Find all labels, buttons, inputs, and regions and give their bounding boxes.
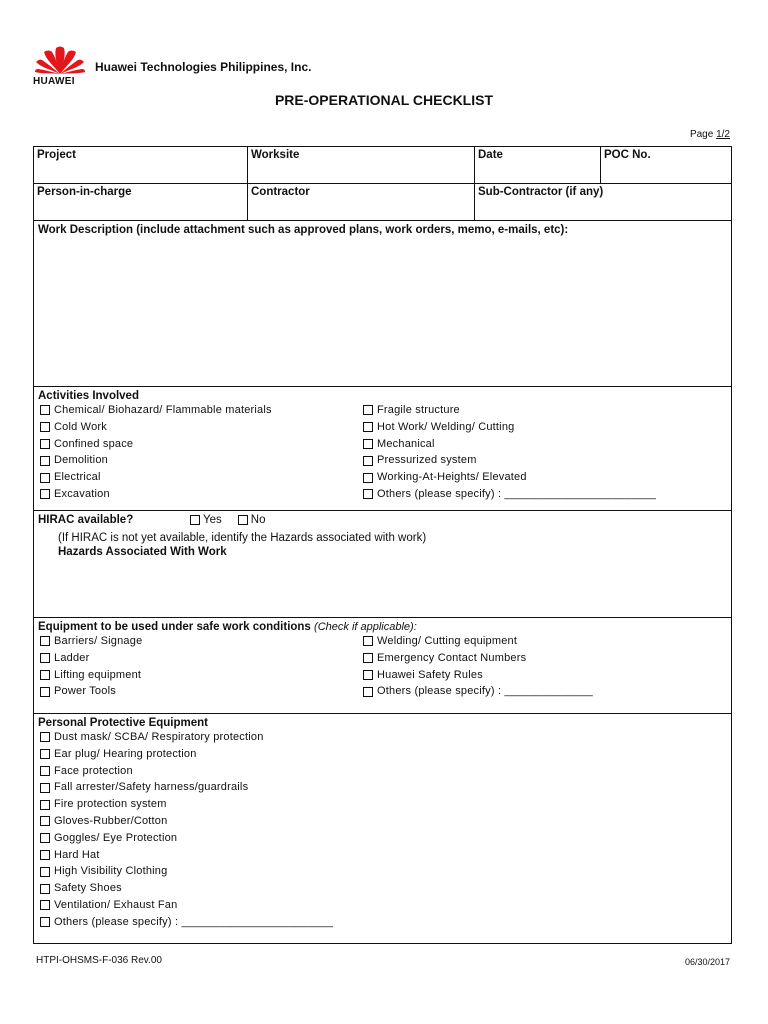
checkbox[interactable] bbox=[363, 473, 373, 483]
checkbox[interactable] bbox=[363, 687, 373, 697]
checkbox[interactable] bbox=[190, 515, 200, 525]
hirac-label: HIRAC available? bbox=[38, 514, 134, 526]
checklist-item[interactable]: Welding/ Cutting equipment bbox=[361, 633, 593, 650]
checkbox[interactable] bbox=[40, 456, 50, 466]
equipment-note: (Check if applicable): bbox=[314, 621, 417, 633]
checklist-item[interactable]: Others (please specify) : ________________________ bbox=[361, 486, 656, 503]
checklist-form bbox=[33, 146, 732, 944]
checklist-item[interactable]: Fragile structure bbox=[361, 402, 656, 419]
checklist-item[interactable]: Face protection bbox=[38, 763, 727, 780]
person-in-charge-field[interactable] bbox=[34, 184, 248, 220]
checkbox[interactable] bbox=[40, 766, 50, 776]
form-code: HTPI-OHSMS-F-036 Rev.00 bbox=[36, 955, 162, 966]
checkbox[interactable] bbox=[363, 405, 373, 415]
checkbox[interactable] bbox=[40, 884, 50, 894]
checkbox[interactable] bbox=[40, 800, 50, 810]
checkbox[interactable] bbox=[40, 749, 50, 759]
checklist-item[interactable]: Mechanical bbox=[361, 436, 656, 453]
project-label: Project bbox=[37, 149, 76, 161]
activities-section bbox=[34, 387, 731, 511]
checkbox[interactable] bbox=[40, 917, 50, 927]
checklist-item[interactable]: Pressurized system bbox=[361, 452, 656, 469]
checkbox[interactable] bbox=[40, 833, 50, 843]
checklist-item[interactable]: Gloves-Rubber/Cotton bbox=[38, 813, 727, 830]
form-date: 06/30/2017 bbox=[684, 957, 730, 967]
checklist-item[interactable]: Goggles/ Eye Protection bbox=[38, 830, 727, 847]
worksite-label: Worksite bbox=[251, 149, 300, 161]
checkbox[interactable] bbox=[40, 867, 50, 877]
checklist-item[interactable]: Electrical bbox=[38, 469, 361, 486]
equipment-section bbox=[34, 618, 731, 714]
checkbox[interactable] bbox=[40, 405, 50, 415]
checkbox[interactable] bbox=[363, 456, 373, 466]
person-label: Person-in-charge bbox=[37, 186, 132, 198]
checkbox[interactable] bbox=[363, 489, 373, 499]
checkbox[interactable] bbox=[40, 439, 50, 449]
checkbox[interactable] bbox=[363, 653, 373, 663]
hirac-section bbox=[34, 511, 731, 618]
checkbox[interactable] bbox=[40, 422, 50, 432]
checklist-item[interactable]: Working-At-Heights/ Elevated bbox=[361, 469, 656, 486]
checkbox[interactable] bbox=[40, 636, 50, 646]
checkbox[interactable] bbox=[40, 473, 50, 483]
checklist-item[interactable]: Hot Work/ Welding/ Cutting bbox=[361, 419, 656, 436]
checklist-item[interactable]: Others (please specify) : ________________________ bbox=[38, 914, 727, 931]
checkbox[interactable] bbox=[40, 670, 50, 680]
contractor-field[interactable] bbox=[248, 184, 475, 220]
subcontractor-label: Sub-Contractor (if any) bbox=[478, 186, 604, 198]
info-row-2 bbox=[34, 184, 731, 221]
logo-wordmark: HUAWEI bbox=[33, 76, 75, 87]
checklist-item[interactable]: Excavation bbox=[38, 486, 361, 503]
work-description-label: Work Description (include attachment such as approved plans, work orders, memo, e-mails, etc): bbox=[38, 224, 569, 236]
page-label: Page bbox=[689, 129, 714, 140]
checklist-item[interactable]: Ladder bbox=[38, 650, 361, 667]
date-label: Date bbox=[478, 149, 503, 161]
checklist-item[interactable]: Barriers/ Signage bbox=[38, 633, 361, 650]
checklist-item[interactable]: Ventilation/ Exhaust Fan bbox=[38, 897, 727, 914]
checklist-item[interactable]: Safety Shoes bbox=[38, 880, 727, 897]
checklist-item[interactable]: High Visibility Clothing bbox=[38, 863, 727, 880]
checklist-item[interactable]: Chemical/ Biohazard/ Flammable materials bbox=[38, 402, 361, 419]
checklist-item[interactable]: Demolition bbox=[38, 452, 361, 469]
poc-field[interactable] bbox=[601, 147, 731, 183]
hazards-field-label: Hazards Associated With Work bbox=[58, 546, 227, 558]
checklist-item[interactable]: Others (please specify) : ______________ bbox=[361, 683, 593, 700]
checklist-item[interactable]: Ear plug/ Hearing protection bbox=[38, 746, 727, 763]
checklist-item[interactable]: Dust mask/ SCBA/ Respiratory protection bbox=[38, 729, 727, 746]
checklist-item[interactable]: Cold Work bbox=[38, 419, 361, 436]
checkbox[interactable] bbox=[40, 653, 50, 663]
work-description-field[interactable] bbox=[34, 221, 731, 387]
checklist-item[interactable]: Huawei Safety Rules bbox=[361, 667, 593, 684]
company-name: Huawei Technologies Philippines, Inc. bbox=[95, 60, 312, 74]
checklist-item[interactable]: Emergency Contact Numbers bbox=[361, 650, 593, 667]
worksite-field[interactable] bbox=[248, 147, 475, 183]
activities-right-column bbox=[361, 402, 656, 503]
checkbox[interactable] bbox=[40, 783, 50, 793]
checklist-item[interactable]: Fall arrester/Safety harness/guardrails bbox=[38, 779, 727, 796]
checkbox[interactable] bbox=[40, 732, 50, 742]
checklist-item[interactable]: Lifting equipment bbox=[38, 667, 361, 684]
checkbox[interactable] bbox=[40, 850, 50, 860]
poc-label: POC No. bbox=[604, 149, 651, 161]
equipment-left-column bbox=[38, 633, 361, 700]
contractor-label: Contractor bbox=[251, 186, 310, 198]
hirac-note: (If HIRAC is not yet available, identify the Hazards associated with work) bbox=[58, 532, 427, 544]
checklist-item[interactable]: Fire protection system bbox=[38, 796, 727, 813]
checkbox[interactable] bbox=[40, 816, 50, 826]
ppe-title: Personal Protective Equipment bbox=[38, 717, 208, 729]
checklist-item[interactable]: Power Tools bbox=[38, 683, 361, 700]
page-number bbox=[690, 129, 730, 140]
hirac-yes-option[interactable]: Yes bbox=[188, 514, 222, 526]
checkbox[interactable] bbox=[363, 636, 373, 646]
equipment-title: Equipment to be used under safe work conditions (Check if applicable): bbox=[38, 621, 417, 633]
checkbox[interactable] bbox=[40, 687, 50, 697]
document-title: PRE-OPERATIONAL CHECKLIST bbox=[274, 92, 494, 108]
checklist-item[interactable]: Hard Hat bbox=[38, 847, 727, 864]
checkbox[interactable] bbox=[363, 439, 373, 449]
checkbox[interactable] bbox=[40, 900, 50, 910]
checkbox[interactable] bbox=[363, 422, 373, 432]
equipment-right-column bbox=[361, 633, 593, 700]
ppe-section bbox=[34, 714, 731, 943]
subcontractor-field[interactable] bbox=[475, 184, 731, 220]
date-field[interactable] bbox=[475, 147, 601, 183]
hirac-question bbox=[38, 514, 727, 526]
checkbox[interactable] bbox=[40, 489, 50, 499]
activities-title: Activities Involved bbox=[38, 390, 139, 402]
checkbox[interactable] bbox=[238, 515, 248, 525]
hirac-no-option[interactable]: No bbox=[236, 514, 266, 526]
activities-left-column bbox=[38, 402, 361, 503]
page-value: 1/2 bbox=[716, 129, 730, 140]
checklist-item[interactable]: Confined space bbox=[38, 436, 361, 453]
project-field[interactable] bbox=[34, 147, 248, 183]
info-row-1 bbox=[34, 147, 731, 184]
checkbox[interactable] bbox=[363, 670, 373, 680]
